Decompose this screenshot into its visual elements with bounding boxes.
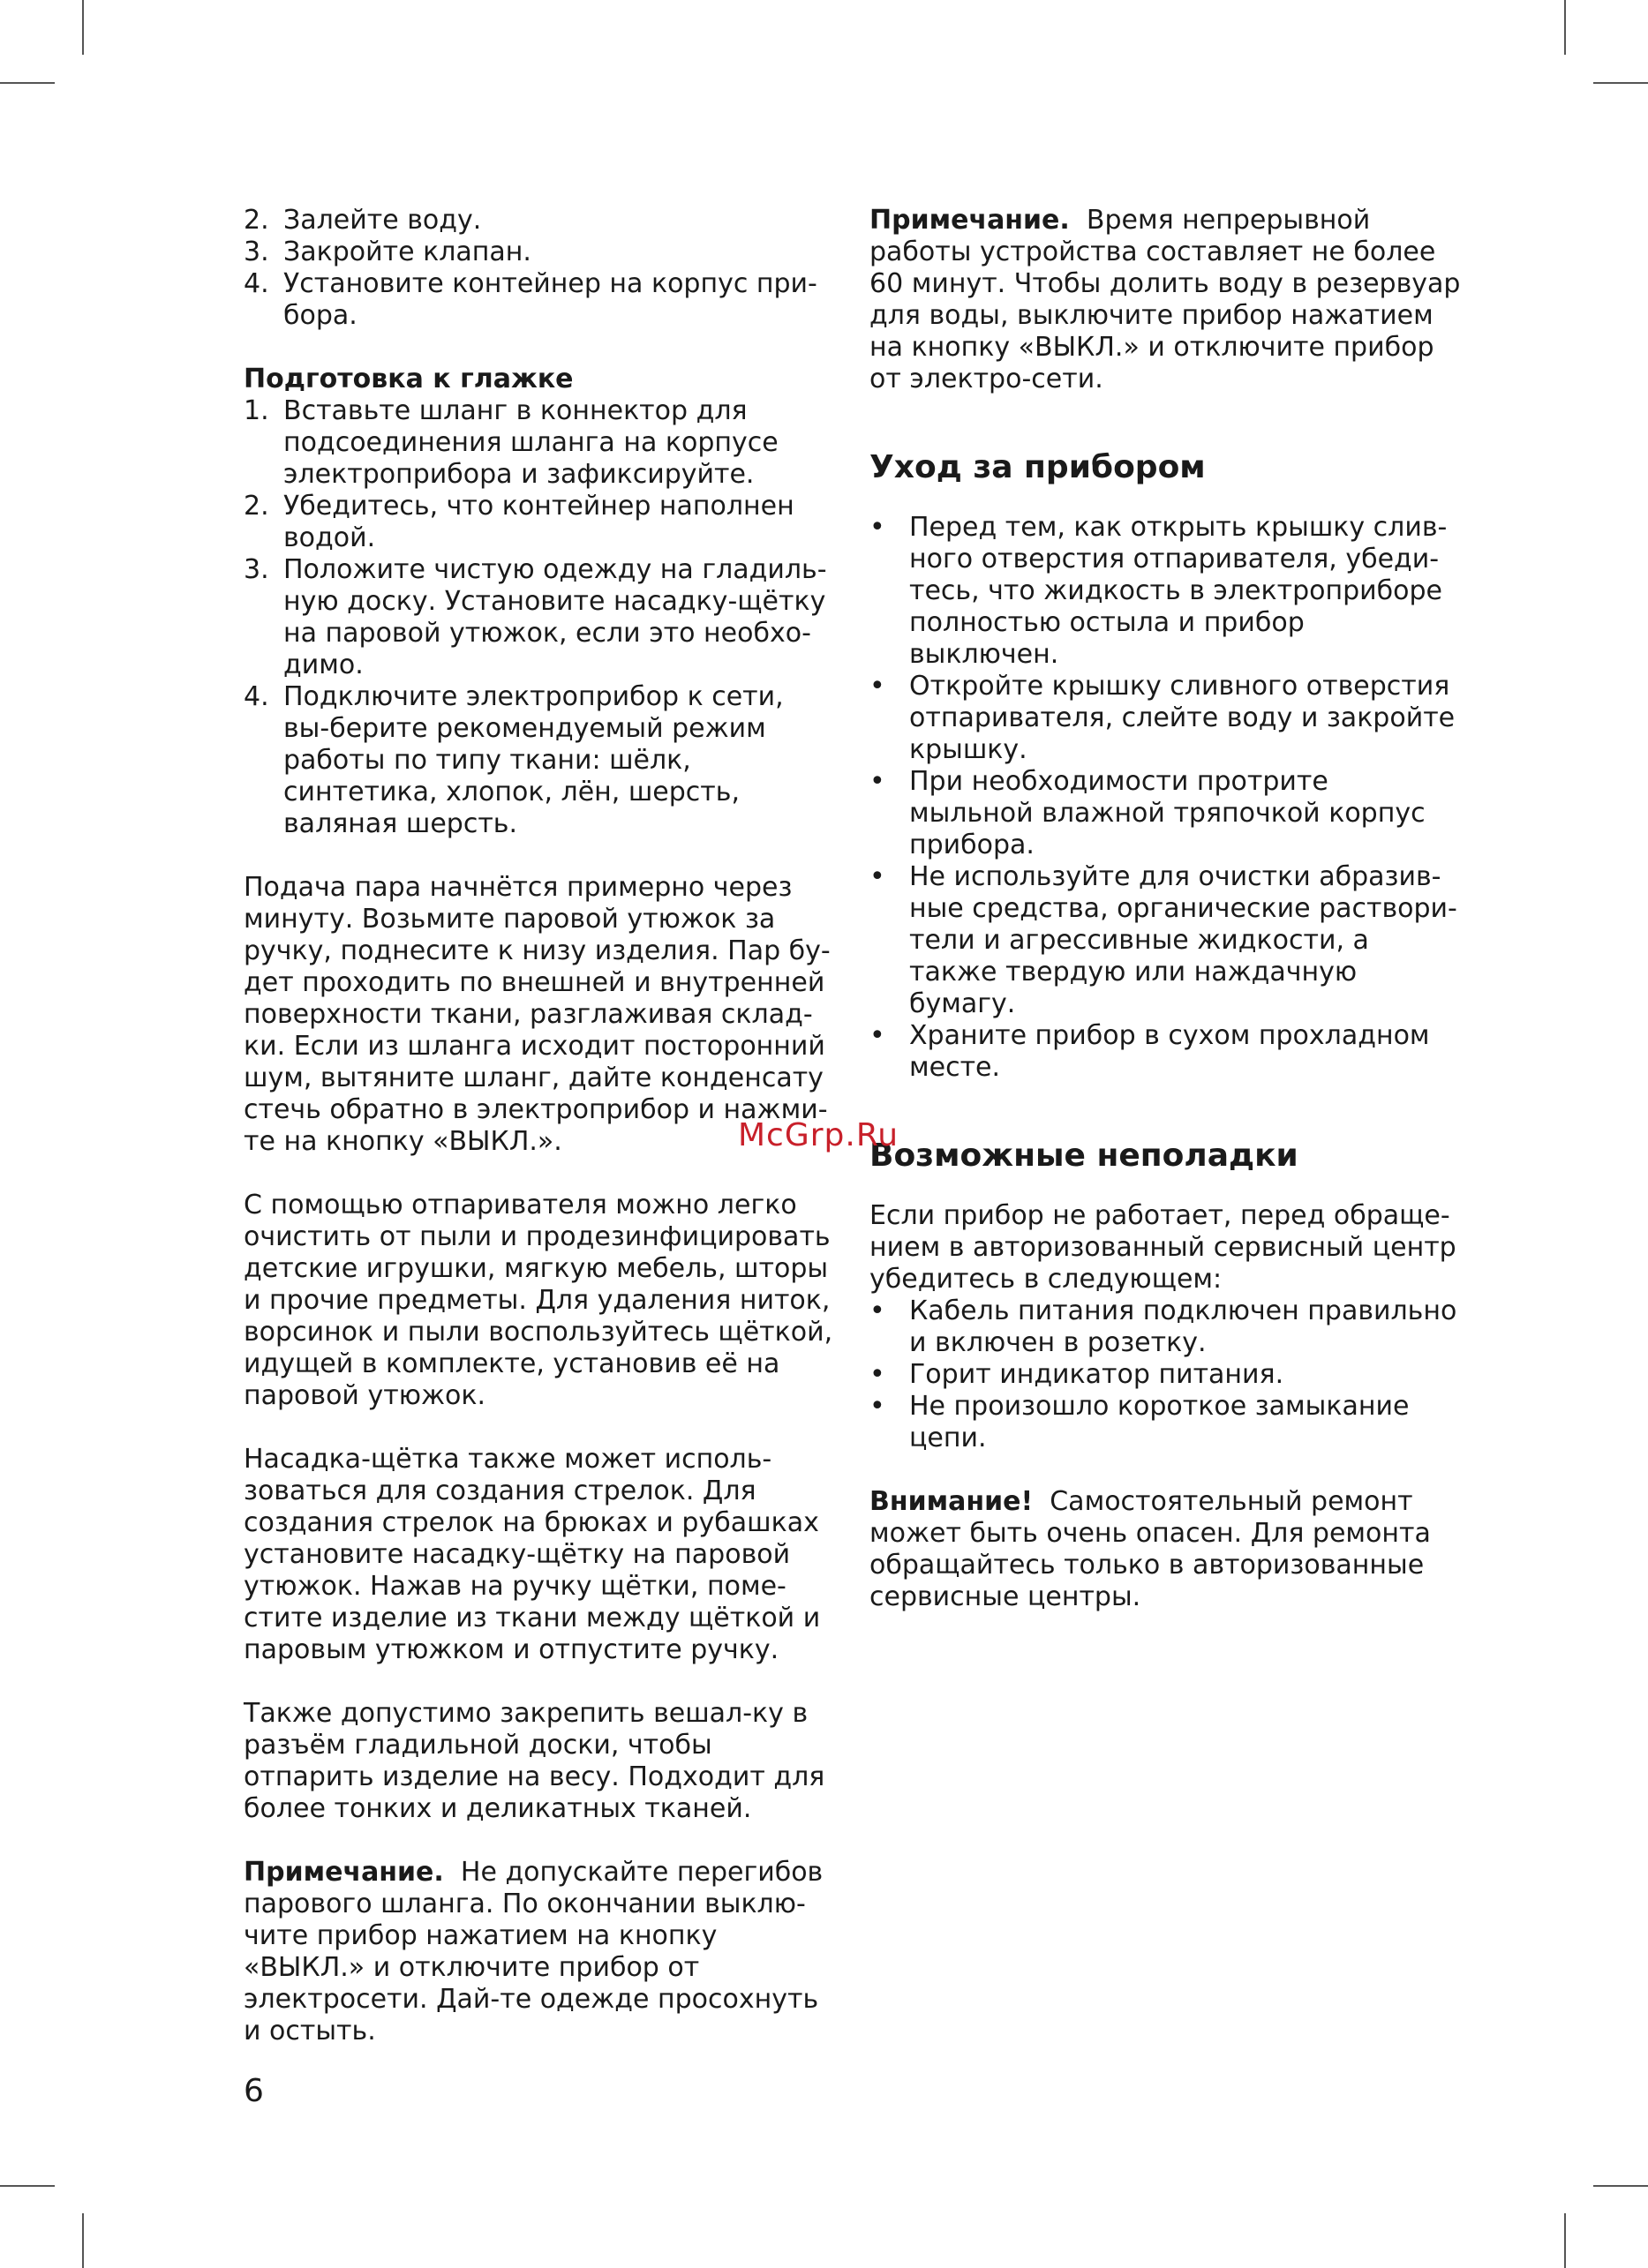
care-heading: Уход за прибором (869, 449, 1206, 485)
note-paragraph-right: Примечание. Время непрерывной работы устройства составляет не более 60 минут. Чтобы долить воду в резервуар для воды, выключите прибор нажатием на кнопку «ВЫКЛ.» и отключите прибор от электро-сети. (869, 205, 1461, 394)
bullet-icon: • (869, 861, 885, 892)
prep-heading: Подготовка к глажке (244, 364, 574, 394)
note-paragraph-left: Примечание. Не допускайте перегибов парового шланга. По окончании выклю-чите прибор нажатием на кнопку «ВЫКЛ.» и отключите прибор от электросети. Дай-те одежде просохнуть и остыть. (244, 1857, 824, 2046)
list-item: 2. Убедитесь, что контейнер наполнен водой. (244, 491, 794, 553)
trouble-heading: Возможные неполадки (869, 1138, 1298, 1174)
list-item: • При необходимости протрите мыльной влажной тряпочкой корпус прибора. (869, 766, 1426, 860)
list-item: • Горит индикатор питания. (869, 1359, 1284, 1390)
list-item: • Не произошло короткое замыкание цепи. (869, 1391, 1410, 1453)
list-item: 4. Установите контейнер на корпус при-бора. (244, 268, 817, 331)
crop-mark-top-right (1564, 0, 1566, 55)
bullet-icon: • (869, 512, 885, 543)
bullet-icon: • (869, 1020, 885, 1051)
right-column (869, 205, 1461, 1613)
note-label: Примечание. (869, 205, 1070, 236)
crop-mark-top-right-h (1593, 82, 1648, 84)
page-number: 6 (244, 2073, 264, 2109)
crop-mark-bottom-right (1564, 2213, 1566, 2268)
warning-paragraph: Внимание! Самостоятельный ремонт может быть очень опасен. Для ремонта обращайтесь только в авторизованные сервисные центры. (869, 1486, 1431, 1612)
steam-paragraph: Подача пара начнётся примерно через минуту. Возьмите паровой утюжок за ручку, поднесите к низу изделия. Пар бу-дет проходить по внешней и внутренней поверхности ткани, разглаживая склад-ки. Если из шланга исходит посторонний шум, вытяните шланг, дайте конденсату стечь обратно в электроприбор и нажми-те на кнопку «ВЫКЛ.». (244, 872, 831, 1157)
bullet-icon: • (869, 1359, 885, 1390)
cleaning-paragraph: С помощью отпаривателя можно легко очистить от пыли и продезинфицировать детские игрушки, мягкую мебель, шторы и прочие предметы. Для удаления ниток, ворсинок и пыли воспользуйтесь щёткой, идущей в комплекте, установив её на паровой утюжок. (244, 1190, 833, 1411)
prep-list (244, 395, 835, 840)
crop-mark-bottom-left (82, 2213, 84, 2268)
list-item: 2. Залейте воду. (244, 205, 482, 236)
list-item: 4. Подключите электроприбор к сети, вы-берите рекомендуемый режим работы по типу ткани: шёлк, синтетика, хлопок, лён, шерсть, валяная шерсть. (244, 681, 784, 839)
list-item: • Откройте крышку сливного отверстия отпаривателя, слейте воду и закройте крышку. (869, 671, 1456, 765)
list-item: • Кабель питания подключен правильно и включен в розетку. (869, 1295, 1457, 1358)
crop-mark-top-left-h (0, 82, 55, 84)
list-item: 3. Закройте клапан. (244, 237, 531, 267)
crop-mark-bottom-left-h (0, 2185, 55, 2187)
bullet-icon: • (869, 671, 885, 702)
watermark: McGrp.Ru (738, 1117, 899, 1153)
list-item: • Храните прибор в сухом прохладном месте. (869, 1020, 1430, 1083)
bullet-icon: • (869, 1391, 885, 1422)
crop-mark-top-left (82, 0, 84, 55)
bullet-icon: • (869, 1295, 885, 1326)
list-item: • Не используйте для очистки абразив-ные средства, органические раствори-тели и агрессивные жидкости, а также твердую или наждачную бумагу. (869, 861, 1457, 1019)
trouble-bullet-list (869, 1295, 1461, 1454)
list-item: 1. Вставьте шланг в коннектор для подсоединения шланга на корпусе электроприбора и зафиксируйте. (244, 395, 779, 490)
crop-mark-bottom-right-h (1593, 2185, 1648, 2187)
list-item: 3. Положите чистую одежду на гладиль-ную доску. Установите насадку-щётку на паровой утюжок, если это необхо-димо. (244, 554, 827, 680)
care-bullet-list (869, 512, 1461, 1084)
warning-label: Внимание! (869, 1486, 1034, 1517)
brush-paragraph: Насадка-щётка также может исполь-зоваться для создания стрелок. Для создания стрелок на брюках и рубашках установите насадку-щётку на паровой утюжок. Нажав на ручку щётки, поме-стите изделие из ткани между щёткой и паровым утюжком и отпустите ручку. (244, 1444, 821, 1665)
trouble-intro: Если прибор не работает, перед обраще-нием в авторизованный сервисный центр убедитесь в следующем: (869, 1200, 1456, 1295)
note-label: Примечание. (244, 1857, 444, 1888)
hanger-paragraph: Также допустимо закрепить вешал-ку в разъём гладильной доски, чтобы отпарить изделие на весу. Подходит для более тонких и деликатных тканей. (244, 1698, 825, 1824)
steps-list-continued (244, 205, 835, 332)
list-item: • Перед тем, как открыть крышку слив-ного отверстия отпаривателя, убеди-тесь, что жидкость в электроприборе полностью остыла и прибор выключен. (869, 512, 1448, 670)
bullet-icon: • (869, 766, 885, 797)
